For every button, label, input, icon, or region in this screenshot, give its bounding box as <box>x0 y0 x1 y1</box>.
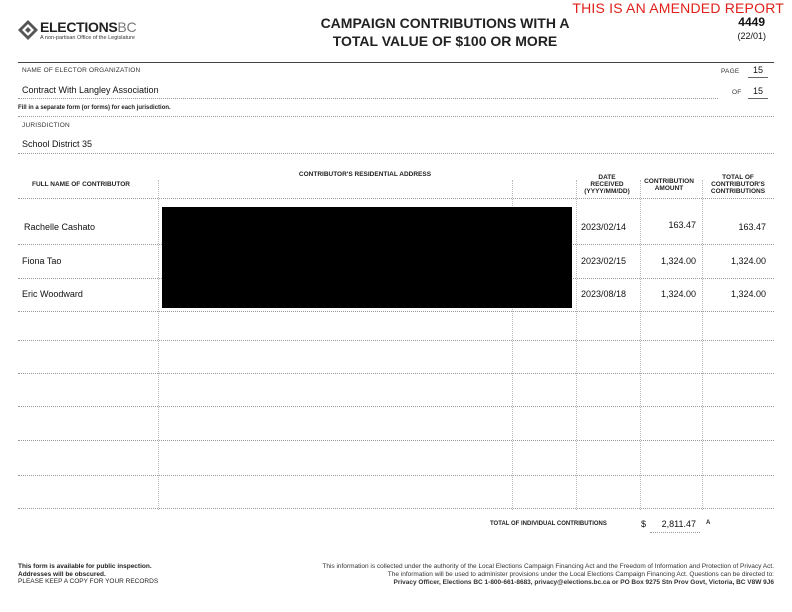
form-version: (22/01) <box>737 31 766 41</box>
col-header-address: CONTRIBUTOR'S RESIDENTIAL ADDRESS <box>298 171 432 178</box>
col-header-total: TOTAL OF CONTRIBUTOR'S CONTRIBUTIONS <box>710 174 766 195</box>
total-value: 2,811.47 <box>661 519 696 529</box>
row-dotted-rule <box>18 406 774 407</box>
form-title <box>300 14 590 50</box>
jurisdiction-instruction: Fill in a separate form (or forms) for each jurisdiction. <box>18 105 171 111</box>
col-header-amount: CONTRIBUTION AMOUNT <box>644 178 694 192</box>
row-dotted-rule <box>18 340 774 341</box>
row-1-total: 163.47 <box>738 222 766 232</box>
row-dotted-rule <box>18 475 774 476</box>
page-label: PAGE <box>721 68 740 75</box>
col-header-date: DATE RECEIVED (YYYY/MM/DD) <box>584 174 630 195</box>
form-number: 4449 <box>738 15 765 29</box>
jurisdiction-label: JURISDICTION <box>22 122 70 129</box>
row-1-amount: 163.47 <box>668 220 696 230</box>
elections-bc-logo <box>18 18 158 44</box>
row-3-name: Eric Woodward <box>22 289 83 299</box>
row-dotted-rule <box>18 311 774 312</box>
row-2-total: 1,324.00 <box>730 256 766 266</box>
form-title-line-2: TOTAL VALUE OF $100 OR MORE <box>332 33 558 49</box>
col-divider <box>576 180 577 510</box>
row-2-amount: 1,324.00 <box>660 256 696 266</box>
table-header-dotted-rule <box>18 198 774 199</box>
row-2-date: 2023/02/15 <box>581 256 627 266</box>
page-total: 15 <box>748 86 768 99</box>
logo-wordmark: ELECTIONSBC <box>40 19 137 35</box>
total-marker: A <box>706 520 711 526</box>
row-dotted-rule <box>18 508 774 509</box>
footer-public-notice: This form is available for public inspection. Addresses will be obscured. PLEASE KEEP A COPY FOR YOUR RECORDS <box>18 563 159 585</box>
row-3-date: 2023/08/18 <box>581 289 627 299</box>
jurisdiction-dotted-rule <box>18 153 774 154</box>
row-dotted-rule <box>18 440 774 441</box>
page-of-label: OF <box>732 89 742 96</box>
org-dotted-rule <box>18 98 718 99</box>
org-name-label: NAME OF ELECTOR ORGANIZATION <box>22 67 141 74</box>
org-name-value: Contract With Langley Association <box>22 85 159 95</box>
top-rule <box>18 62 774 63</box>
form-title-line-1: CAMPAIGN CONTRIBUTIONS WITH A <box>320 15 570 31</box>
total-label: TOTAL OF INDIVIDUAL CONTRIBUTIONS <box>490 521 607 527</box>
logo-tagline: A non-partisan Office of the Legislature <box>40 35 135 41</box>
footer-privacy-notice: This information is collected under the authority of the Local Elections Campaign Financing Act and the Freedom of Information and Protection of Privacy Act. The information will be used to administer provisions under the Local Elections Campaign Financing Act. Questions can be directed to: Privacy Officer, Elections BC 1-800-661-8683, privacy@elections.bc.ca or PO Box 9275 Stn Prov Govt, Victoria, BC V8W 9J6 <box>322 563 774 586</box>
col-divider <box>158 180 159 510</box>
total-underline <box>650 532 700 533</box>
instruction-dotted-rule <box>18 116 774 117</box>
jurisdiction-value: School District 35 <box>22 139 93 149</box>
address-redaction <box>162 207 572 308</box>
row-1-date: 2023/02/14 <box>581 222 627 232</box>
row-1-name: Rachelle Cashato <box>24 222 96 232</box>
page-number: 15 <box>748 65 768 78</box>
row-3-total: 1,324.00 <box>730 289 766 299</box>
total-currency: $ <box>641 519 647 529</box>
amended-report-banner: THIS IS AN AMENDED REPORT <box>572 0 784 16</box>
row-3-amount: 1,324.00 <box>660 289 696 299</box>
row-2-name: Fiona Tao <box>22 256 62 266</box>
col-header-name: FULL NAME OF CONTRIBUTOR <box>32 181 130 188</box>
row-dotted-rule <box>18 373 774 374</box>
elections-bc-logo-icon <box>18 20 38 40</box>
